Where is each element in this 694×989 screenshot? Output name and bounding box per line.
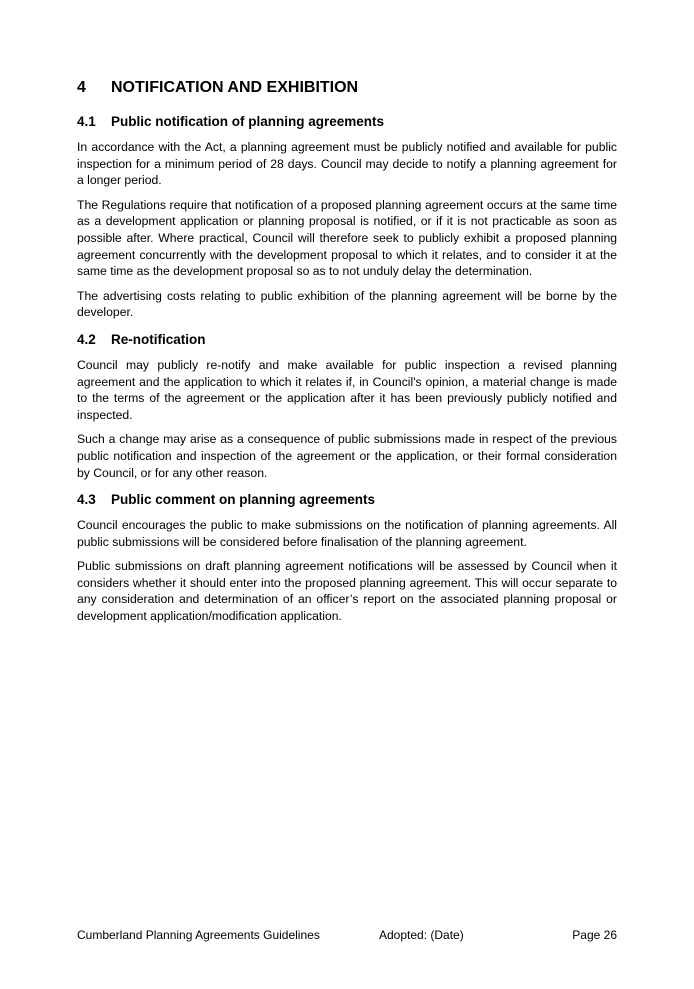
paragraph: The Regulations require that notification of a proposed planning agreement occurs at the same time as a development application or planning proposal is notified, or if it is not practicable as soon as possible after. Where practical, Council will therefore seek to publicly exhibit a proposed planning agreement concurrently with the development proposal to which it relates, and to consider it at the same time as the development proposal so as to not unduly delay the determination. — [77, 197, 617, 279]
chapter-heading — [77, 78, 617, 98]
chapter-title: NOTIFICATION AND EXHIBITION — [111, 79, 359, 96]
section-title: Public notification of planning agreements — [111, 114, 385, 129]
paragraph: Council may publicly re-notify and make available for public inspection a revised planning agreement and the application to which it relates if, in Council's opinion, a material change is made to the terms of the agreement or the application after it has been previously publicly notified and inspected. — [77, 357, 617, 422]
footer-page-number: Page 26 — [572, 928, 617, 942]
section-number: 4.3 — [77, 492, 96, 508]
paragraph: Public submissions on draft planning agreement notifications will be assessed by Council when it considers whether it should enter into the proposed planning agreement. This will occur separate to any consideration and determination of an officer’s report on the associated planning proposal or development application/modification application. — [77, 559, 617, 624]
paragraph: Such a change may arise as a consequence of public submissions made in respect of the previous public notification and inspection of the agreement or the application, or their formal consideration by Council, or for any other reason. — [77, 432, 617, 480]
footer-adopted-date: Adopted: (Date) — [379, 928, 464, 942]
section-title: Public comment on planning agreements — [111, 492, 376, 508]
section-title: Re-notification — [111, 331, 206, 347]
section-number: 4.2 — [77, 331, 96, 347]
section-number: 4.1 — [77, 114, 96, 129]
section-heading-4-2 — [77, 331, 617, 349]
paragraph: Council encourages the public to make submissions on the notification of planning agreements. All public submissions will be considered before finalisation of the planning agreement. — [77, 518, 617, 549]
section-heading-4-3 — [77, 491, 617, 509]
paragraph: The advertising costs relating to public exhibition of the planning agreement will be borne by the developer. — [77, 288, 617, 320]
footer-document-title: Cumberland Planning Agreements Guidelines — [77, 928, 320, 942]
chapter-number: 4 — [77, 79, 86, 96]
paragraph: In accordance with the Act, a planning agreement must be publicly notified and available for public inspection for a minimum period of 28 days. Council may decide to notify a planning agreement for a longer period. — [77, 140, 617, 188]
page-footer — [77, 927, 617, 943]
page-content — [77, 78, 617, 625]
section-heading-4-1 — [77, 113, 617, 131]
